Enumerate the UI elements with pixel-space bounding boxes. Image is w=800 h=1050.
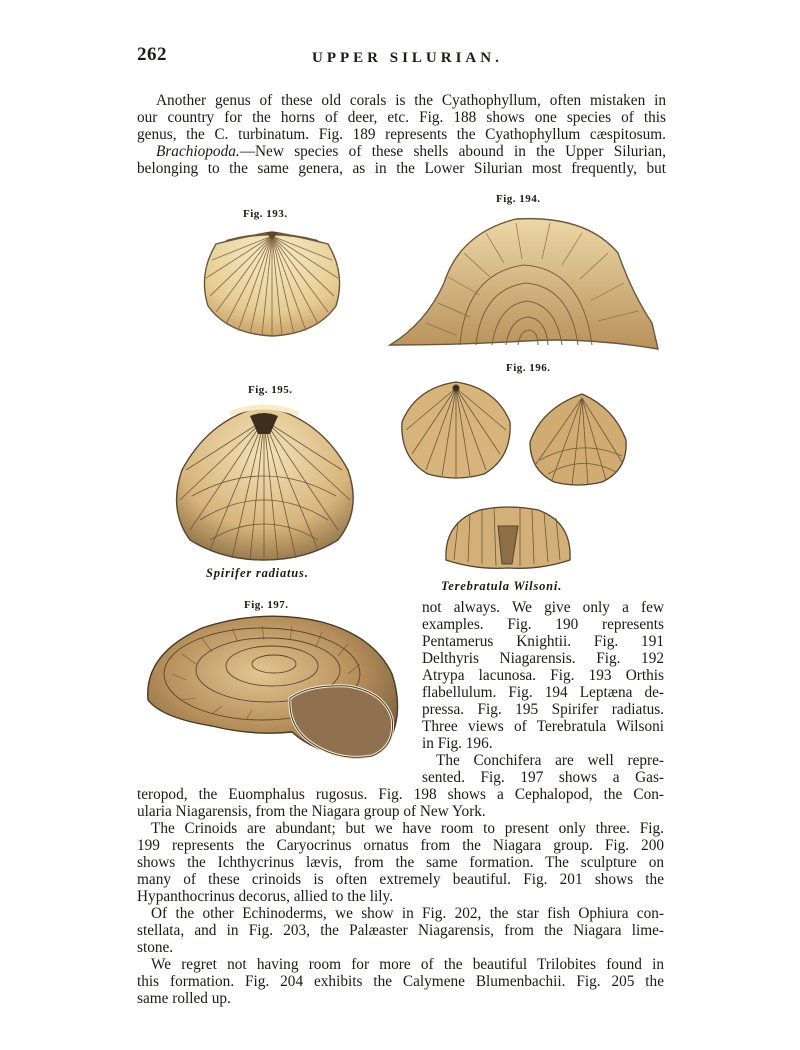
brachiopoda-term: Brachiopoda. bbox=[156, 143, 240, 160]
body-line-4: 199 represents the Caryocrinus ornatus from the Niagara group. Fig. 200 bbox=[137, 837, 664, 854]
page-number: 262 bbox=[137, 44, 167, 65]
body-line-12: this formation. Fig. 204 exhibits the Calymene Blumenbachii. Fig. 205 the bbox=[137, 973, 664, 990]
side-line-6: flabellulum. Fig. 194 Leptæna de- bbox=[422, 684, 664, 701]
fig-195-label: Fig. 195. bbox=[248, 384, 293, 396]
body-line-10: stone. bbox=[137, 939, 174, 956]
intro-line-1: Another genus of these old corals is the Cyathophyllum, often mistaken in bbox=[156, 92, 666, 109]
fig-193-label: Fig. 193. bbox=[243, 208, 288, 220]
fig-196-view-3 bbox=[440, 502, 576, 572]
side-line-9: in Fig. 196. bbox=[422, 735, 493, 752]
side-line-2: examples. Fig. 190 represents bbox=[422, 616, 664, 633]
side-line-4: Delthyris Niagarensis. Fig. 192 bbox=[422, 650, 664, 667]
running-title: UPPER SILURIAN. bbox=[312, 50, 503, 66]
intro-line-3: genus, the C. turbinatum. Fig. 189 represents the Cyathophyllum cæspitosum. bbox=[137, 126, 666, 143]
body-line-1: teropod, the Euomphalus rugosus. Fig. 198 shows a Cephalopod, the Con- bbox=[137, 786, 664, 803]
side-line-10: The Conchifera are well repre- bbox=[436, 752, 664, 769]
fig-196-view-2 bbox=[526, 390, 632, 488]
brachiopoda-rest: —New species of these shells abound in the Upper Silurian, bbox=[239, 143, 666, 160]
body-line-7: Hypanthocrinus decorus, allied to the lily. bbox=[137, 888, 394, 905]
caption-spirifer-radiatus: Spirifer radiatus. bbox=[206, 566, 309, 580]
side-line-5: Atrypa lacunosa. Fig. 193 Orthis bbox=[422, 667, 664, 684]
side-line-1: not always. We give only a few bbox=[422, 599, 664, 616]
body-line-3: The Crinoids are abundant; but we have room to present only three. Fig. bbox=[151, 820, 664, 837]
brachiopoda-line-1 bbox=[156, 143, 666, 161]
fig-196-view-1 bbox=[398, 378, 514, 480]
fig-197-label: Fig. 197. bbox=[244, 599, 289, 611]
body-line-6: many of these crinoids is often extremely beautiful. Fig. 201 shows the bbox=[137, 871, 664, 888]
fig-194-leptaena-shell bbox=[386, 213, 660, 353]
fig-194-label: Fig. 194. bbox=[496, 193, 541, 205]
side-line-8: Three views of Terebratula Wilsoni bbox=[422, 718, 664, 735]
body-line-9: stellata, and in Fig. 203, the Palæaster Niagarensis, from the Niagara lime- bbox=[137, 922, 664, 939]
fig-193-orthis-shell bbox=[196, 226, 348, 338]
side-line-7: pressa. Fig. 195 Spirifer radiatus. bbox=[422, 701, 664, 718]
body-line-2: ularia Niagarensis, from the Niagara group of New York. bbox=[137, 803, 486, 820]
fig-196-label: Fig. 196. bbox=[506, 362, 551, 374]
body-line-13: same rolled up. bbox=[137, 990, 231, 1007]
caption-terebratula-wilsoni: Terebratula Wilsoni. bbox=[441, 579, 563, 593]
body-line-5: shows the Ichthycrinus lævis, from the same formation. The sculpture on bbox=[137, 854, 664, 871]
body-line-8: Of the other Echinoderms, we show in Fig. 202, the star fish Ophiura con- bbox=[151, 905, 664, 922]
intro-line-2: our country for the horns of deer, etc. Fig. 188 shows one species of this bbox=[137, 109, 666, 126]
brachiopoda-line-2: belonging to the same genera, as in the Lower Silurian most frequently, but bbox=[137, 160, 666, 177]
side-line-11: sented. Fig. 197 shows a Gas- bbox=[422, 769, 664, 786]
body-line-11: We regret not having room for more of the beautiful Trilobites found in bbox=[151, 956, 664, 973]
fig-195-spirifer-shell bbox=[170, 400, 360, 562]
side-line-3: Pentamerus Knightii. Fig. 191 bbox=[422, 633, 664, 650]
fig-197-euomphalus-shell bbox=[142, 614, 406, 764]
